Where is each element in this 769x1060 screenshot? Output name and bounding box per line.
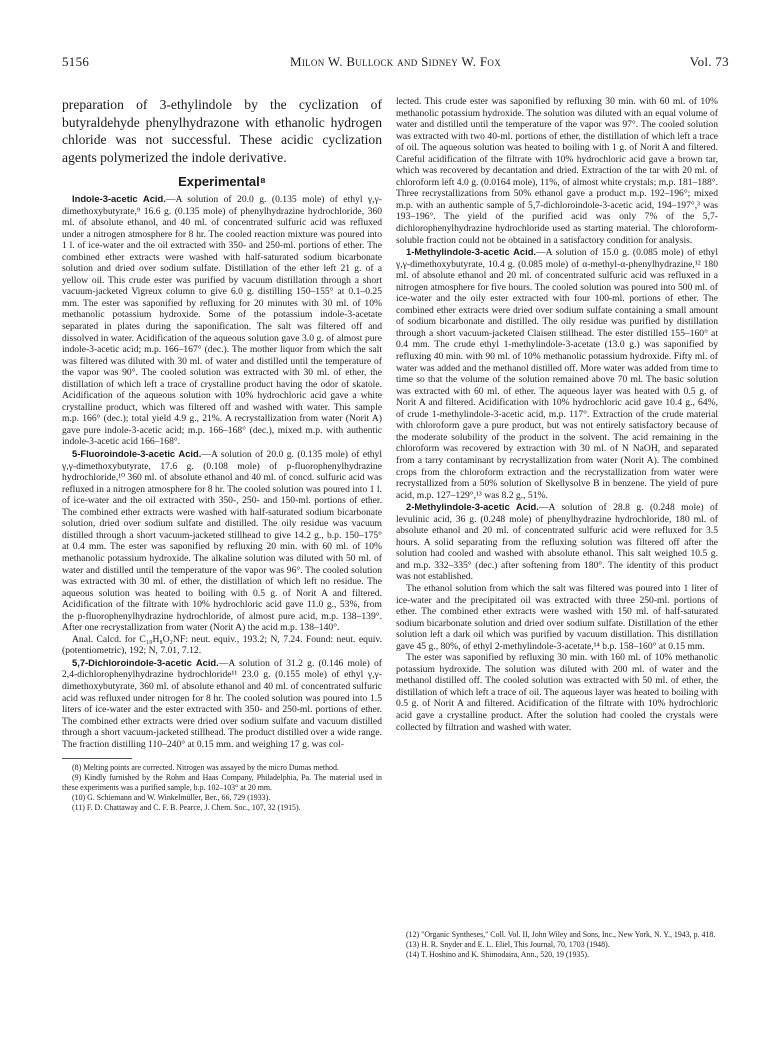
right-body — [396, 96, 718, 733]
paragraph — [62, 634, 382, 657]
paragraph-text: The ester was saponified by refluxing 30 min. with 160 ml. of 10% methanolic potassium hydroxide. The solution was diluted with 200 ml. of water and the methanol distilled off. The cooled solution was extracted with 50 ml. of ether, the distillation of which left a trace of oil. The aqueous layer was heated to boiling with 0.5 g. of Norit A and filtered. Acidification of the filtrate with 10% hydrochloric acid gave a crystalline product. After the solution had cooled the crystals were collected by filtration and washed with water. — [396, 652, 718, 733]
left-footnotes — [62, 763, 382, 813]
paragraph — [62, 193, 382, 448]
paragraph — [396, 652, 718, 733]
paragraph — [396, 501, 718, 583]
compound-heading: 5-Fluoroindole-3-acetic Acid. — [72, 448, 202, 460]
section-title: Experimental⁸ — [178, 174, 266, 189]
footnote: (13) H. R. Snyder and E. L. Eliel, This Journal, 70, 1703 (1948). — [406, 940, 610, 949]
paragraph — [62, 657, 382, 750]
compound-heading: Indole-3-acetic Acid. — [72, 193, 166, 204]
footnote: (8) Melting points are corrected. Nitrogen was assayed by the micro Dumas method. — [72, 763, 339, 773]
left-body — [62, 193, 382, 750]
volume-label: Vol. 73 — [689, 54, 729, 69]
compound-heading: 5,7-Dichloroindole-3-acetic Acid. — [72, 656, 219, 668]
paragraph-text: lected. This crude ester was saponified by refluxing 30 min. with 60 ml. of 10% methanolic potassium hydroxide. The solution was diluted with an equal volume of water and distilled until the temperature of the vapor was 97°. The cooled solution was extracted with two 40-ml. portions of ether, the distillation of which left a trace of oil. The aqueous solution was heated to boiling with 1 g. of Norit A and filtered. Careful acidification of the filtrate with 10% hydrochloric acid gave a brown tar, which was recovered by decantation and dried. Extraction of the tar with 20 ml. of chloroform left 4.0 g. (0.0164 mole), 11%, of almost white crystals; m.p. 181–188°. Three recrystallizations from 50% ethanol gave a product m.p. 192–196°; mixed m.p. with an authentic sample of 5,7-dichloroindole-3-acetic acid, 194–197°,³ was 193–196°. The yield of the purified acid was only 7% of the 5,7-dichlorophenylhydrazine hydrochloride used as starting material. The chloroform-soluble fraction could not be obtained in a satisfactory condition for analysis. — [396, 96, 718, 246]
right-footnotes — [396, 930, 718, 960]
paragraph — [396, 246, 718, 501]
paragraph-text: —A solution of 15.0 g. (0.085 mole) of ethyl γ,γ-dimethoxybutyrate, 10.4 g. (0.085 mole) of α-methyl-α-phenylhydrazine,¹² 180 ml. of absolute ethanol and 20 ml. of concentrated sulfuric acid was refluxed in a nitrogen atmosphere for five hours. The cooled solution was poured into 500 ml. of ice-water and the oily ester extracted with four 100-ml. portions of ether. The combined ether extracts were dried over sodium sulfate containing a small amount of sodium bicarbonate and distilled. The oily residue was purified by distillation through a short vacuum-jacketed Claisen stillhead. The ester distilled 155–160° at 0.4 mm. The crude ethyl 1-methylindole-3-acetate (13.0 g.) was saponified by refluxing 40 min. with 90 ml. of 10% methanolic potassium hydroxide. Fifty ml. of water was added and the methanol distilled off. More water was added from time to time so that the volume of the solution remained above 70 ml. The basic solution was extracted with 60 ml. of ether. The aqueous layer was heated with 0.5 g. of Norit A and filtered. Acidification with 10% hydrochloric acid gave 10.4 g., 64%, of crude 1-methylindole-3-acetic acid, m.p. 117°. Extraction of the crude material with chloroform gave a pure product, but was not entirely satisfactory because of the moderate solubility of the product in the solvent. The acid remaining in the chloroform was recovered by extraction with 30 ml. of N NaOH, and separated from a tarry contaminant by recrystallization from water (Norit A). The combined crops from the chloroform extraction and the recrystallization from water were recrystallized from a 50% solution of Skellysolve B in benzene. The yield of pure acid, m.p. 127–129°,¹³ was 8.2 g., 51%. — [396, 247, 718, 501]
footnote: (12) "Organic Syntheses," Coll. Vol. II, John Wiley and Sons, Inc., New York, N. Y., 1943, p. 418. — [406, 930, 716, 939]
compound-heading: 2-Methylindole-3-acetic Acid. — [406, 501, 539, 513]
intro-paragraph: preparation of 3-ethylindole by the cyclization of butyraldehyde phenylhydrazone with ethanolic hydrogen chloride was not successful. These acidic cyclization agents polymerized the indole derivative. — [62, 97, 382, 165]
paragraph-text: —A solution of 28.8 g. (0.248 mole) of levulinic acid, 36 g. (0.248 mole) of phenylhydrazine hydrochloride, 180 ml. of absolute ethanol and 20 ml. of concentrated sulfuric acid were refluxed for 3.5 hours. A solid separating from the refluxing solution was filtered off after the solution had cooled and washed with absolute ethanol. This salt weighed 10.5 g. and m.p. 332–335° (dec.) after softening from 180°. The identity of this product was not established. — [396, 502, 718, 583]
footnote-rule — [62, 758, 132, 759]
footnote: (11) F. D. Chattaway and C. F. B. Pearce, J. Chem. Soc., 107, 32 (1915). — [72, 803, 301, 813]
paragraph — [62, 448, 382, 634]
page-number: 5156 — [62, 54, 90, 69]
left-column — [62, 96, 382, 813]
paragraph-text: Anal. Calcd. for C₁₀H₈O₂NF: neut. equiv., 193.2; N, 7.24. Found: neut. equiv. (potentiometric), 192; N, 7.01, 7.12. — [62, 633, 382, 657]
footnote: (14) T. Hoshino and K. Shimodaira, Ann., 520, 19 (1935). — [406, 950, 589, 959]
paragraph-text: —A solution of 31.2 g. (0.146 mole) of 2,4-dichlorophenylhydrazine hydrochloride¹¹ 23.0 g. (0.155 mole) of ethyl γ,γ-dimethoxybutyrate, 360 ml. of absolute ethanol and 40 ml. of concentrated sulfuric acid was refluxed under nitrogen for 8 hr. The cooled solution was poured into 1.5 liters of ice-water and the ester extracted with 350- and 250-ml. portions of ether. The combined ether extracts were dried over sodium sulfate and vacuum distilled through a short vacuum-jacketed stillhead. The product distilled over a wide range. The fraction distilling 110–240° at 0.15 mm. and weighing 17 g. was col- — [62, 657, 383, 750]
footnote: (10) G. Schiemann and W. Winkelmüller, Ber., 66, 729 (1933). — [72, 793, 271, 803]
running-title: Milon W. Bullock and Sidney W. Fox — [289, 54, 502, 69]
right-column — [396, 96, 718, 733]
page-header — [62, 54, 729, 74]
paragraph-text: —A solution of 20.0 g. (0.135 mole) of ethyl γ,γ-dimethoxybutyrate,⁹ 16.6 g. (0.135 mole) of phenylhydrazine hydrochloride, 360 ml. of absolute ethanol, and 40 ml. of concentrated sulfuric acid was refluxed under a nitrogen atmosphere for 8 hr. The cooled reaction mixture was poured into 1 l. of ice-water and the oil extracted with 350- and 250-ml. portions of ether. The combined ether extracts were washed with half-saturated sodium bicarbonate solution and dried over sodium sulfate. Distillation of the ether left 21 g. of a yellow oil. This crude ester was purified by vacuum distillation through a short vacuum-jacketed Vigreux column to give 6.0 g. distilling 150–155° at 0.1–0.25 mm. The ester was saponified by refluxing for 20 minutes with 30 ml. of 10% methanolic potassium hydroxide. Some of the potassium indole-3-acetate separated in plates during the saponification. The salt was filtered off and dissolved in water. Acidification of the aqueous solution gave 3.0 g. of almost pure indole-3-acetic acid; m.p. 166–167° (dec.). The mother liquor from which the salt was filtered was diluted with 30 ml. of water and distilled until the temperature of the vapor was 90°. The cooled solution was extracted with 30 ml. of ether, the distillation of which left a trace of crystalline product having the odor of skatole. Acidification of the aqueous solution with 10% hydrochloric acid gave a white crystalline product, which was filtered off and washed with water. This sample m.p. 166° (dec.); total yield 4.9 g., 21%. A recrystallization from water (Norit A) gave pure indole-3-acetic acid; m.p. 166–168° (dec.), mixed m.p. with authentic indole-3-acetic acid 166–168°. — [62, 194, 382, 448]
paragraph-text: The ethanol solution from which the salt was filtered was poured into 1 liter of ice-water and the precipitated oil was extracted with three 250-ml. portions of ether. The combined ether extracts were washed with 150 ml. of half-saturated sodium bicarbonate solution and dried over sodium sulfate. Distillation of the ether solution left a dark oil which was purified by vacuum distillation. This distillation gave 45 g., 80%, of ethyl 2-methylindole-3-acetate,¹⁴ b.p. 158–160° at 0.15 mm. — [396, 582, 718, 652]
paragraph — [396, 583, 718, 652]
compound-heading: 1-Methylindole-3-acetic Acid. — [406, 246, 537, 258]
paragraph-text: —A solution of 20.0 g. (0.135 mole) of ethyl γ,γ-dimethoxybutyrate, 17.6 g. (0.108 mole) of p-fluorophenylhydrazine hydrochloride,¹⁰ 360 ml. of absolute ethanol and 40 ml. of concd. sulfuric acid was refluxed in a nitrogen atmosphere for 8 hr. The cooled solution was poured into 1 l. of ice-water and the oil extracted with 350-, 250- and 150-ml. portions of ether. The combined ether extracts were washed with half-saturated sodium bicarbonate solution, dried over sodium sulfate and distilled. The oily residue was vacuum distilled through a short vacuum-jacketed stillhead to give 14.2 g., b.p. 150–175° at 0.4 mm. The ester was saponified by refluxing 20 min. with 60 ml. of 10% methanolic potassium hydroxide. The alkaline solution was diluted with 50 ml. of water and distilled until the temperature of the vapor was 96°. The cooled solution was extracted with 30 ml. of ether, the distillation of which left no residue. The aqueous solution was heated to boiling with 0.5 g. of Norit A and filtered. Acidification of the filtrate with 10% hydrochloric acid gave 11.0 g., 53%, from the p-fluorophenylhydrazine hydrochloride, of almost pure acid, m.p. 138–139°. After one recrystallization from water (Norit A) the acid m.p. 138–140°. — [62, 449, 383, 634]
paragraph — [396, 96, 718, 246]
footnote: (9) Kindly furnished by the Rohm and Haas Company, Philadelphia, Pa. The material used in these experiments was a purified sample, b.p. 102–103° at 20 mm. — [62, 773, 382, 793]
